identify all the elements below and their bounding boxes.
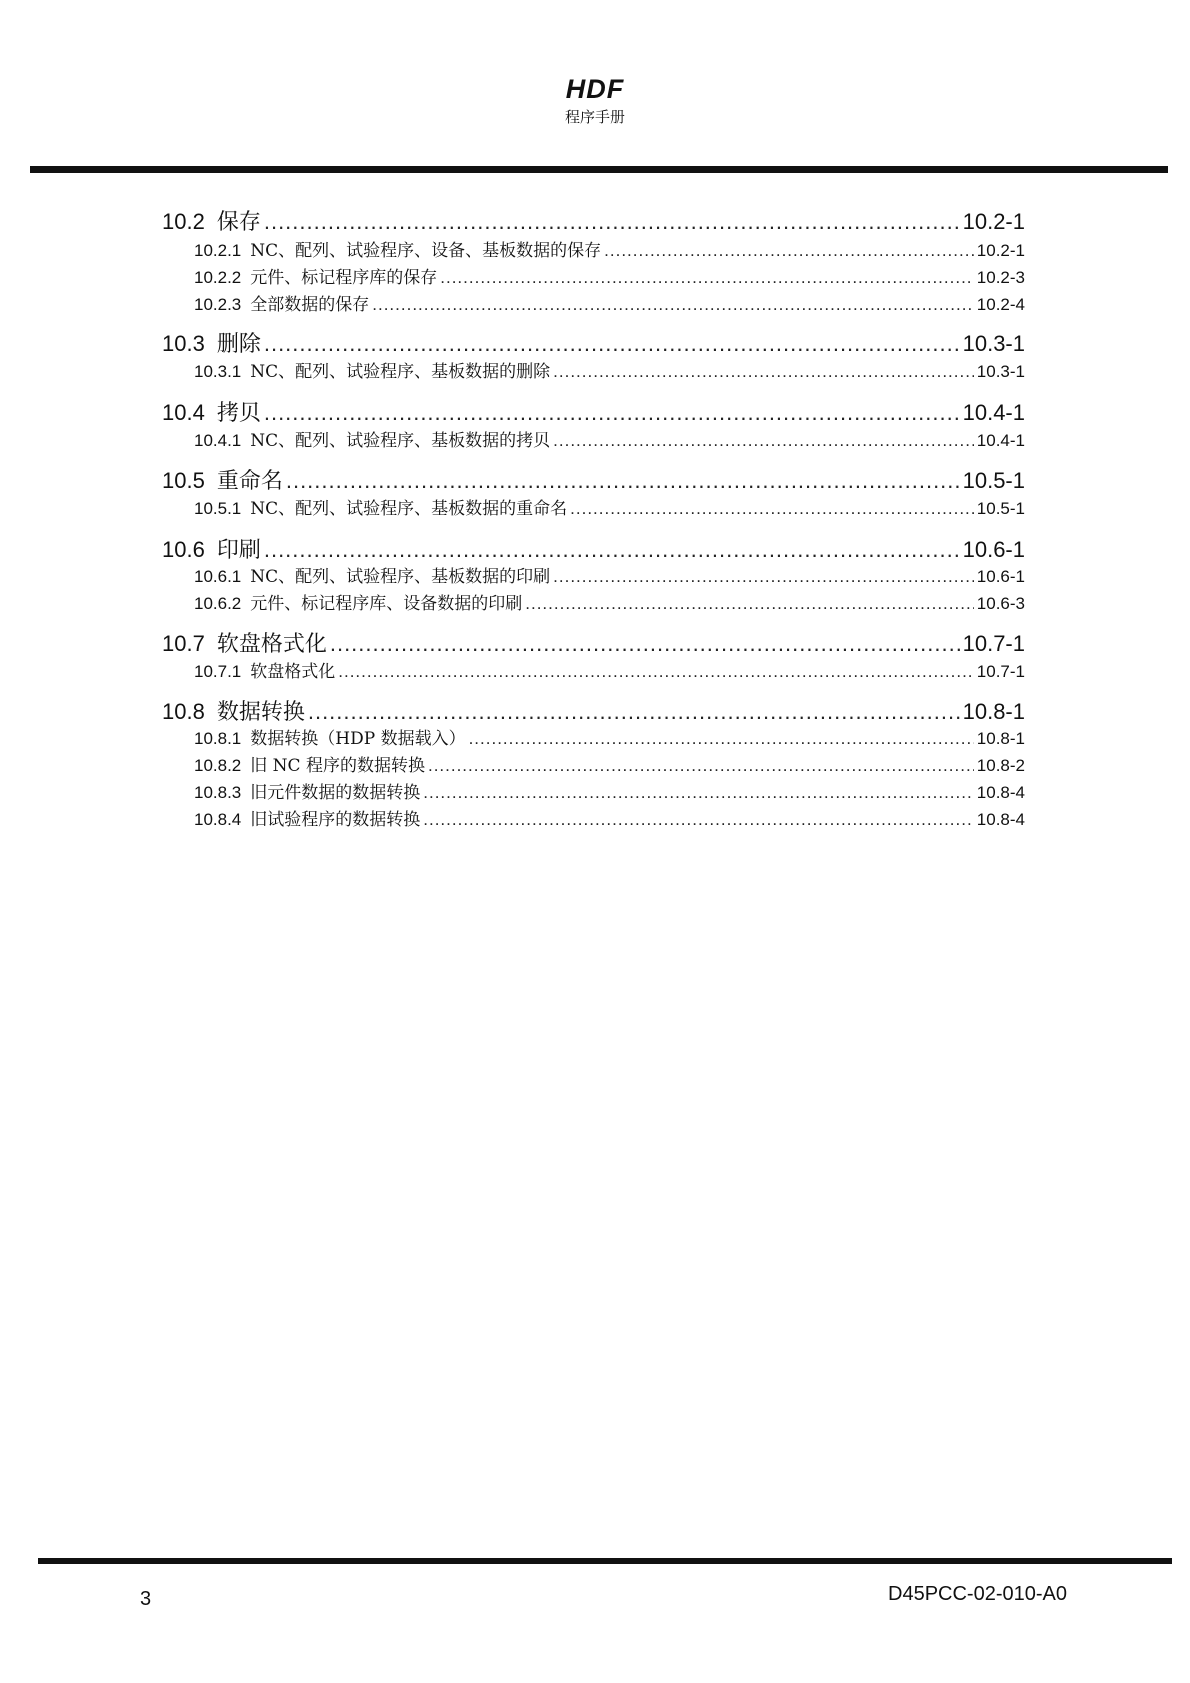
toc-entry-page: 10.2-3 — [976, 268, 1025, 287]
toc-entry-title: 重命名 — [216, 469, 283, 494]
toc-entry-page: 10.6-1 — [976, 567, 1025, 586]
toc-entry-title: 元件、标记程序库、设备数据的印刷 — [250, 594, 523, 614]
toc-entry-page: 10.2-4 — [976, 295, 1025, 314]
toc-entry-number: 10.2.2 — [194, 268, 242, 287]
toc-entry-page: 10.4-1 — [962, 400, 1025, 425]
toc-entry-number: 10.8.4 — [194, 810, 242, 829]
toc-subsection-entry — [194, 657, 1025, 682]
toc-entry-title: NC、配列、试验程序、基板数据的删除 — [250, 362, 551, 382]
dot-leader — [428, 756, 974, 776]
toc-entry-title: 旧元件数据的数据转换 — [250, 783, 421, 803]
page-number: 3 — [140, 1588, 152, 1610]
toc-entry-title: 印刷 — [216, 538, 261, 563]
toc-entry-number: 10.2 — [162, 209, 205, 234]
toc-entry-title: 旧 NC 程序的数据转换 — [250, 756, 425, 776]
toc-entry-title: 旧试验程序的数据转换 — [250, 810, 421, 830]
toc-entry-number: 10.8.2 — [194, 756, 242, 775]
toc-subsection-entry — [194, 494, 1025, 519]
toc-entry-number: 10.7.1 — [194, 662, 242, 681]
dot-leader — [264, 209, 960, 235]
document-code: D45PCC-02-010-A0 — [888, 1583, 1067, 1605]
dot-leader — [553, 567, 974, 587]
toc-subsection-entry — [194, 805, 1025, 830]
dot-leader — [440, 268, 974, 288]
dot-leader — [570, 499, 974, 519]
toc-entry-title: NC、配列、试验程序、基板数据的印刷 — [250, 567, 551, 587]
toc-entry-number: 10.8.3 — [194, 783, 242, 802]
dot-leader — [286, 468, 960, 494]
toc-section-entry — [162, 627, 1025, 655]
dot-leader — [525, 594, 974, 614]
toc-entry-number: 10.4.1 — [194, 431, 242, 450]
toc-entry-number: 10.3 — [162, 331, 205, 356]
toc-entry-page: 10.2-1 — [976, 241, 1025, 260]
toc-entry-number: 10.4 — [162, 400, 205, 425]
footer-rule — [38, 1558, 1172, 1564]
toc-entry-title: 元件、标记程序库的保存 — [250, 268, 438, 288]
toc-subsection-entry — [194, 236, 1025, 261]
dot-leader — [264, 331, 960, 357]
toc-entry-number: 10.2.3 — [194, 295, 242, 314]
toc-section-entry — [162, 327, 1025, 355]
toc-entry-page: 10.5-1 — [976, 499, 1025, 518]
toc-subsection-entry — [194, 778, 1025, 803]
toc-entry-number: 10.3.1 — [194, 362, 242, 381]
dot-leader — [553, 431, 974, 451]
toc-entry-page: 10.3-1 — [976, 362, 1025, 381]
toc-subsection-entry — [194, 426, 1025, 451]
toc-entry-page: 10.3-1 — [962, 331, 1025, 356]
toc-entry-page: 10.6-1 — [962, 537, 1025, 562]
toc-subsection-entry — [194, 290, 1025, 315]
toc-entry-page: 10.8-4 — [976, 783, 1025, 802]
toc-subsection-entry — [194, 263, 1025, 288]
toc-entry-number: 10.6.2 — [194, 594, 242, 613]
dot-leader — [469, 729, 974, 749]
toc-entry-title: 删除 — [216, 332, 261, 357]
document-title: HDF — [565, 74, 625, 104]
toc-entry-number: 10.8 — [162, 699, 205, 724]
dot-leader — [330, 631, 960, 657]
toc-entry-title: 全部数据的保存 — [250, 295, 370, 315]
toc-entry-title: 软盘格式化 — [216, 632, 327, 657]
toc-entry-page: 10.5-1 — [962, 468, 1025, 493]
toc-entry-page: 10.8-1 — [976, 729, 1025, 748]
toc-entry-page: 10.4-1 — [976, 431, 1025, 450]
toc-section-entry — [162, 695, 1025, 723]
dot-leader — [604, 241, 974, 261]
toc-subsection-entry — [194, 589, 1025, 614]
toc-entry-number: 10.6.1 — [194, 567, 242, 586]
dot-leader — [553, 362, 974, 382]
toc-entry-title: NC、配列、试验程序、基板数据的拷贝 — [250, 431, 551, 451]
toc-section-entry — [162, 464, 1025, 492]
toc-entry-title: 数据转换 — [216, 700, 305, 725]
toc-entry-number: 10.6 — [162, 537, 205, 562]
toc-entry-page: 10.8-1 — [962, 699, 1025, 724]
dot-leader — [372, 295, 974, 315]
toc-entry-number: 10.2.1 — [194, 241, 242, 260]
toc-entry-title: NC、配列、试验程序、设备、基板数据的保存 — [250, 241, 602, 261]
toc-entry-number: 10.5.1 — [194, 499, 242, 518]
toc-section-entry — [162, 205, 1025, 233]
toc-subsection-entry — [194, 724, 1025, 749]
toc-entry-title: 保存 — [216, 210, 261, 235]
toc-entry-number: 10.5 — [162, 468, 205, 493]
toc-entry-page: 10.8-4 — [976, 810, 1025, 829]
dot-leader — [264, 400, 960, 426]
toc-entry-page: 10.7-1 — [962, 631, 1025, 656]
toc-entry-page: 10.2-1 — [962, 209, 1025, 234]
dot-leader — [308, 699, 960, 725]
toc-section-entry — [162, 533, 1025, 561]
toc-entry-number: 10.8.1 — [194, 729, 242, 748]
toc-entry-number: 10.7 — [162, 631, 205, 656]
toc-entry-title: 数据转换（HDP 数据载入） — [250, 729, 466, 749]
dot-leader — [264, 537, 960, 563]
toc-entry-page: 10.7-1 — [976, 662, 1025, 681]
dot-leader — [338, 662, 974, 682]
dot-leader — [423, 810, 974, 830]
document-subtitle: 程序手册 — [564, 108, 625, 126]
toc-entry-title: 软盘格式化 — [250, 662, 336, 682]
toc-subsection-entry — [194, 562, 1025, 587]
toc-subsection-entry — [194, 357, 1025, 382]
toc-section-entry — [162, 396, 1025, 424]
toc-entry-page: 10.8-2 — [976, 756, 1025, 775]
toc-entry-page: 10.6-3 — [976, 594, 1025, 613]
dot-leader — [423, 783, 974, 803]
toc-subsection-entry — [194, 751, 1025, 776]
toc-entry-title: NC、配列、试验程序、基板数据的重命名 — [250, 499, 568, 519]
toc-entry-title: 拷贝 — [216, 401, 261, 426]
